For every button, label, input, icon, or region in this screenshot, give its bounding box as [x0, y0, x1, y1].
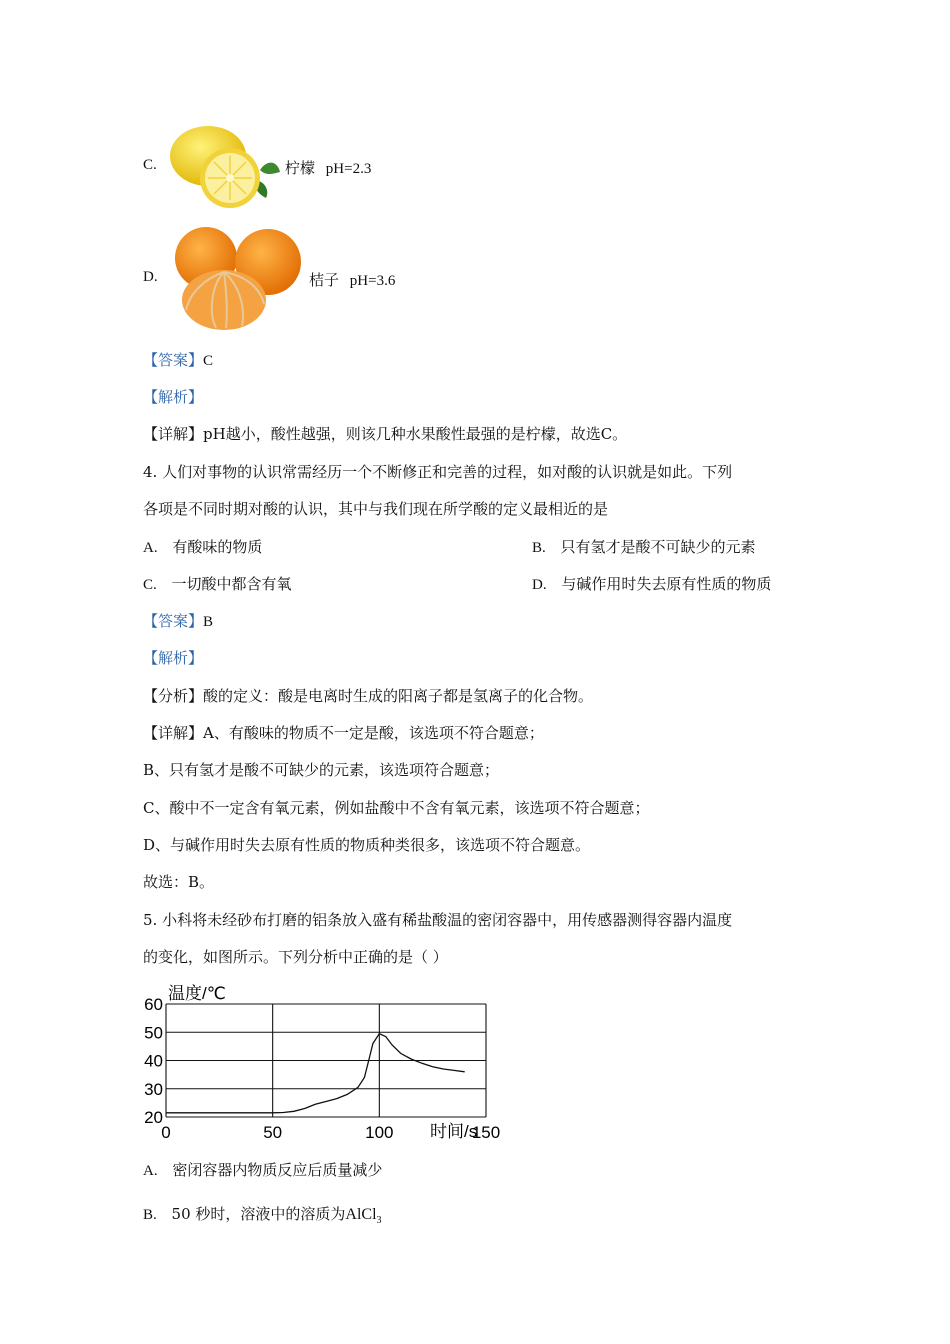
y-tick-label: 40 [144, 1051, 163, 1071]
formula-subscript: 3 [376, 1215, 382, 1226]
q5-stem-line1: 5. 小科将未经砂布打磨的铝条放入盛有稀盐酸温的密闭容器中，用传感器测得容器内温度 [143, 911, 733, 929]
q4-detail-line-c: C、酸中不一定含有氧元素，例如盐酸中不含有氧元素，该选项不符合题意； [143, 799, 650, 817]
option-letter: B. [532, 540, 546, 556]
q5-option-a [143, 1159, 382, 1180]
detail-tag: 【详解】 [143, 425, 204, 443]
lemon-image [168, 118, 283, 210]
answer-tag: 【答案】 [143, 351, 204, 369]
option-text: 一切酸中都含有氧 [171, 575, 292, 593]
q3-detail-line [143, 423, 627, 444]
x-tick-label: 50 [263, 1123, 283, 1142]
y-tick-label: 50 [144, 1023, 163, 1043]
q4-detail-line-a [143, 722, 544, 743]
q4-detail-line-b: B、只有氢才是酸不可缺少的元素，该选项符合题意； [143, 761, 500, 779]
detail-tag: 【详解】 [143, 724, 204, 742]
option-c-letter: C. [143, 157, 157, 173]
q5-option-b [143, 1203, 382, 1226]
option-d-fruit [309, 269, 395, 290]
option-text: 密闭容器内物质反应后质量减少 [172, 1161, 383, 1179]
tangerine-ph: pH=3.6 [349, 273, 396, 289]
option-letter: A. [143, 540, 158, 556]
option-letter: C. [143, 577, 157, 593]
option-text: 有酸味的物质 [172, 538, 263, 556]
option-text: 50 秒时，溶液中的溶质为 [171, 1205, 346, 1223]
x-tick-label: 150 [471, 1123, 501, 1142]
tangerine-image [168, 222, 308, 332]
q3-answer-line [143, 349, 213, 370]
y-tick-label: 30 [144, 1079, 163, 1099]
x-tick-label: 0 [161, 1123, 171, 1142]
formula-alcl: AlCl [345, 1206, 377, 1223]
x-axis-label: 时间/s [430, 1122, 478, 1141]
option-letter: D. [532, 577, 547, 593]
option-letter: B. [143, 1207, 157, 1223]
answer-value: B [203, 614, 214, 630]
y-tick-label: 60 [144, 995, 163, 1014]
q4-option-a [143, 536, 262, 557]
q4-stem-line2: 各项是不同时期对酸的认识，其中与我们现在所学酸的定义最相近的是 [143, 500, 609, 518]
y-axis-label: 温度/℃ [168, 984, 226, 1003]
fenxi-tag: 【分析】 [143, 687, 204, 705]
answer-tag: 【答案】 [143, 612, 204, 630]
y-tick-label: 20 [144, 1108, 163, 1127]
q4-answer-line [143, 610, 213, 631]
q4-stem-line1: 4. 人们对事物的认识常需经历一个不断修正和完善的过程，如对酸的认识就是如此。下列 [143, 463, 733, 481]
answer-value: C [203, 353, 214, 369]
q3-analysis-tag: 【解析】 [143, 388, 204, 406]
q4-option-d [532, 573, 771, 594]
q5-stem-line2: 的变化，如图所示。下列分析中正确的是（ ） [143, 948, 448, 966]
x-tick-label: 100 [365, 1123, 394, 1142]
q4-fenxi-line [143, 685, 593, 706]
q4-option-c [143, 573, 292, 594]
temperature-chart [140, 980, 520, 1145]
lemon-name: 柠檬 [285, 159, 316, 177]
tangerine-name: 桔子 [309, 271, 340, 289]
fenxi-text: 酸的定义：酸是电离时生成的阳离子都是氢离子的化合物。 [203, 687, 594, 705]
option-d-letter: D. [143, 269, 158, 285]
q4-analysis-tag: 【解析】 [143, 649, 204, 667]
temperature-series-line [166, 1034, 465, 1113]
detail-text: pH越小，酸性越强，则该几种水果酸性最强的是柠檬，故选C。 [203, 425, 628, 443]
option-text: 只有氢才是酸不可缺少的元素 [560, 538, 756, 556]
q4-conclusion: 故选：B。 [143, 873, 215, 891]
lemon-ph: pH=2.3 [325, 161, 372, 177]
chart-grid [166, 1004, 486, 1117]
q4-option-b [532, 536, 756, 557]
option-text: 与碱作用时失去原有性质的物质 [561, 575, 772, 593]
option-letter: A. [143, 1163, 158, 1179]
chart-ticks [144, 995, 500, 1142]
q4-detail-line-d: D、与碱作用时失去原有性质的物质种类很多，该选项不符合题意。 [143, 836, 591, 854]
detail-text: A、有酸味的物质不一定是酸，该选项不符合题意； [203, 724, 544, 742]
option-c-fruit [285, 157, 371, 178]
